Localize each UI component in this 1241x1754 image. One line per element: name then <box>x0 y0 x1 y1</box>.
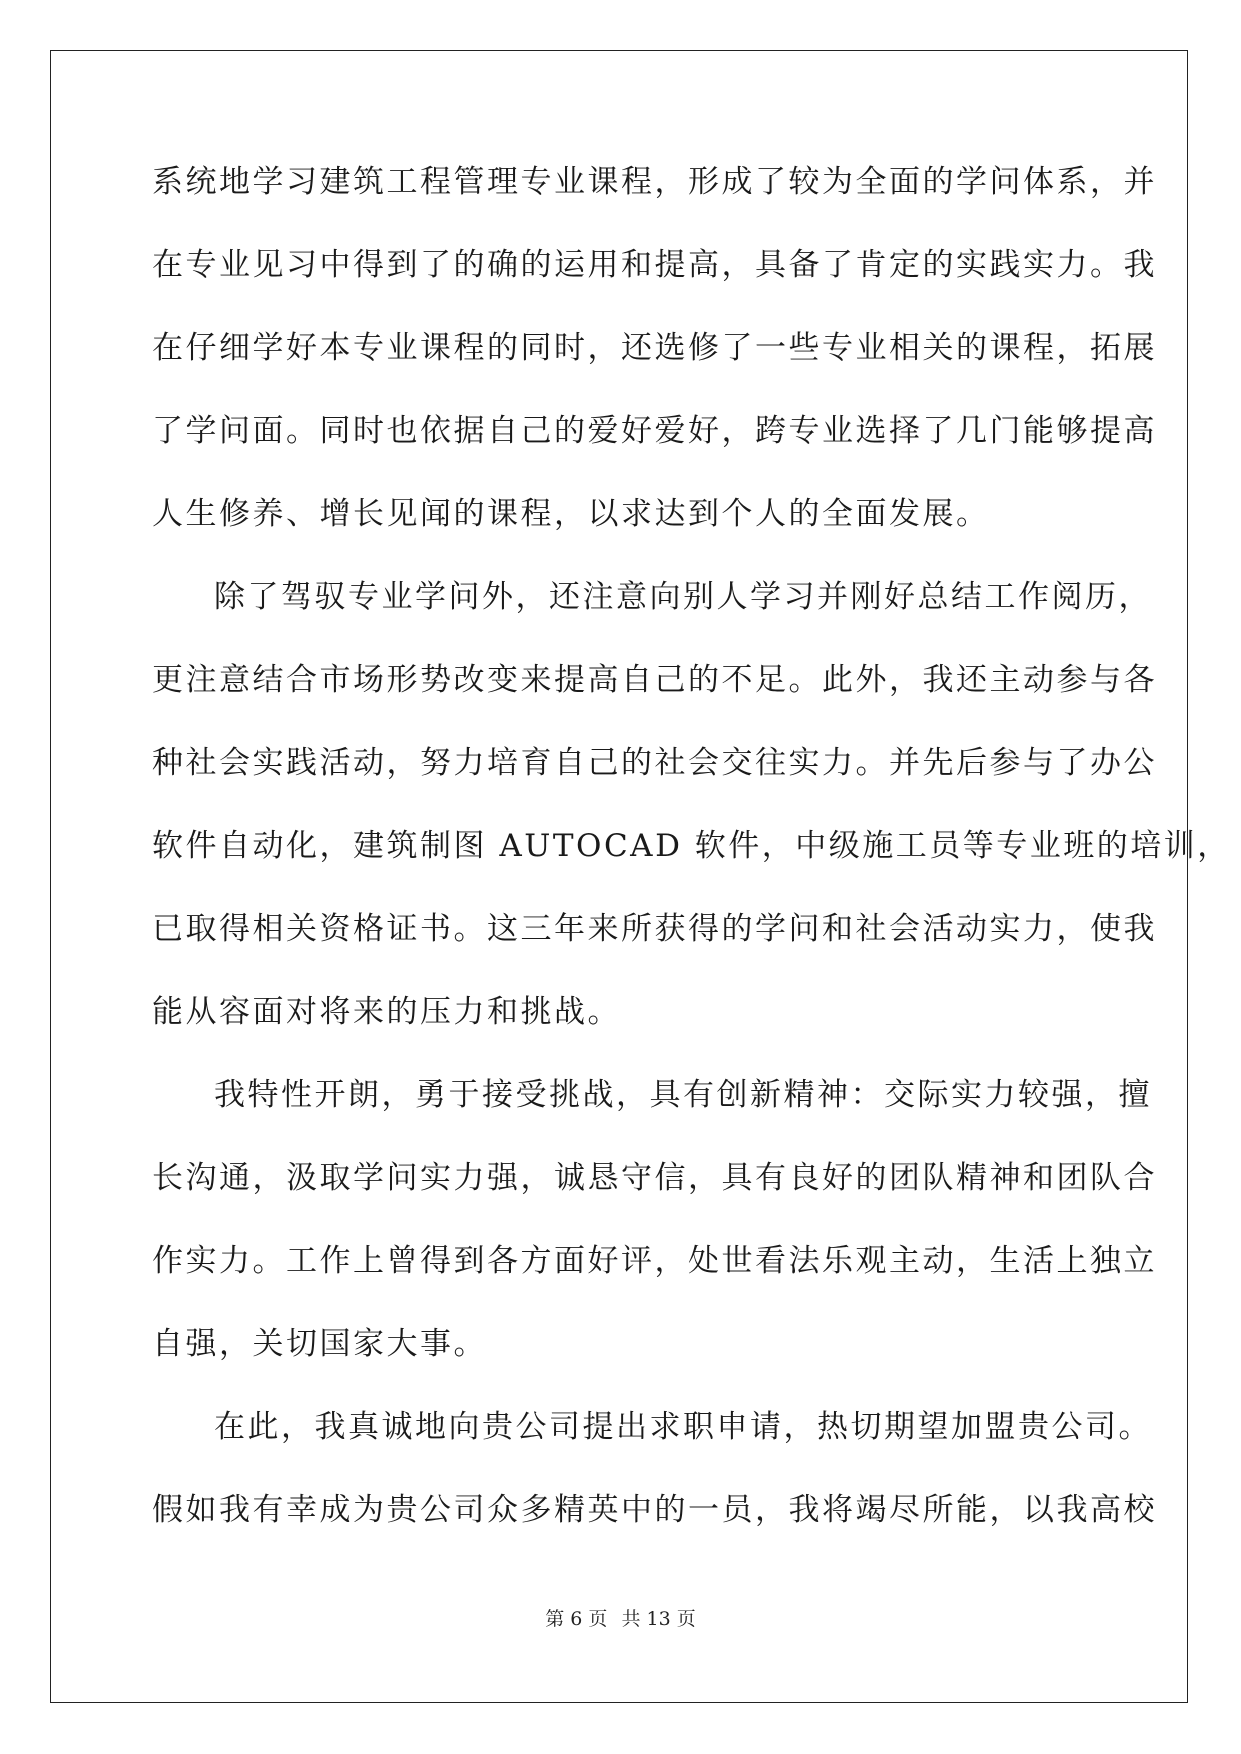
text-line: 更注意结合市场形势改变来提高自己的不足。此外，我还主动参与各 <box>152 662 1157 698</box>
text-line: 自强，关切国家大事。 <box>152 1326 487 1362</box>
text-line: 作实力。工作上曾得到各方面好评，处世看法乐观主动，生活上独立 <box>152 1243 1157 1279</box>
text-line: 在仔细学好本专业课程的同时，还选修了一些专业相关的课程，拓展 <box>152 330 1157 366</box>
text-line: 了学问面。同时也依据自己的爱好爱好，跨专业选择了几门能够提高 <box>152 413 1157 449</box>
text-line: 能从容面对将来的压力和挑战。 <box>152 994 621 1030</box>
text-line: 人生修养、增长见闻的课程，以求达到个人的全面发展。 <box>152 496 990 532</box>
document-body <box>152 158 1231 1569</box>
text-line: 系统地学习建筑工程管理专业课程，形成了较为全面的学问体系，并 <box>152 164 1157 200</box>
text-line: 假如我有幸成为贵公司众多精英中的一员，我将竭尽所能，以我高校 <box>152 1492 1157 1528</box>
text-line: 长沟通，汲取学问实力强，诚恳守信，具有良好的团队精神和团队合 <box>152 1160 1157 1196</box>
text-line: 在专业见习中得到了的确的运用和提高，具备了肯定的实践实力。我 <box>152 247 1157 283</box>
text-line: 我特性开朗，勇于接受挑战，具有创新精神：交际实力较强，擅 <box>214 1077 1152 1113</box>
page-number: 第 6 页 <box>545 1608 608 1630</box>
text-line: 除了驾驭专业学问外，还注意向别人学习并刚好总结工作阅历， <box>214 579 1152 615</box>
page-footer <box>0 1604 1241 1631</box>
text-line: 软件自动化，建筑制图 AUTOCAD 软件，中级施工员等专业班的培训， <box>152 828 1231 864</box>
text-line: 种社会实践活动，努力培育自己的社会交往实力。并先后参与了办公 <box>152 745 1157 781</box>
total-pages: 共 13 页 <box>621 1608 696 1630</box>
text-line: 已取得相关资格证书。这三年来所获得的学问和社会活动实力，使我 <box>152 911 1157 947</box>
text-line: 在此，我真诚地向贵公司提出求职申请，热切期望加盟贵公司。 <box>214 1409 1152 1445</box>
